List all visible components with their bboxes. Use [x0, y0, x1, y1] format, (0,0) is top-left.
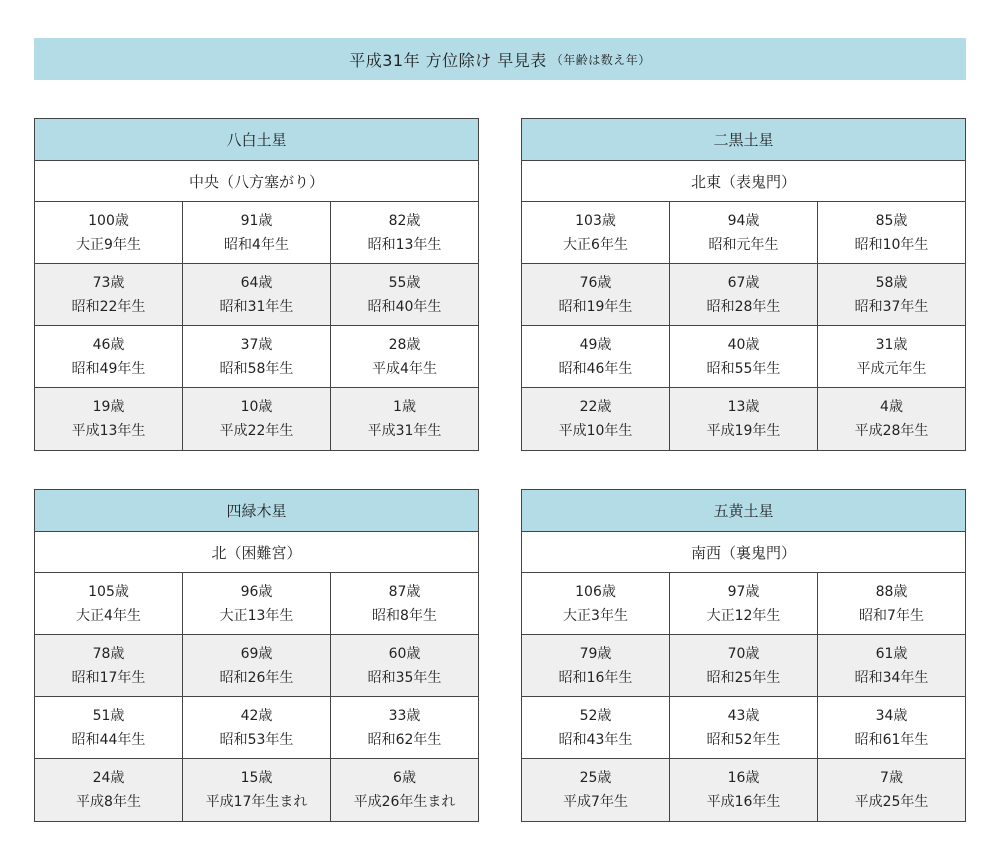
- star-table-happaku: [34, 118, 479, 451]
- age-value: 33歳: [388, 707, 421, 724]
- age-value: 67歳: [727, 274, 760, 291]
- age-cell: [818, 697, 965, 759]
- birth-year: 平成7年生: [563, 794, 628, 810]
- age-value: 19歳: [92, 399, 125, 415]
- birth-year: 昭和7年生: [859, 607, 924, 624]
- age-grid: [35, 202, 478, 450]
- age-cell: [522, 573, 670, 635]
- age-cell: [183, 573, 331, 635]
- birth-year: 昭和52年生: [706, 731, 781, 748]
- direction-label: 北東（表鬼門）: [522, 161, 965, 202]
- birth-year: 昭和37年生: [854, 298, 929, 315]
- age-cell: [35, 264, 183, 326]
- age-cell: [183, 264, 331, 326]
- age-value: 16歳: [727, 770, 760, 786]
- age-value: 15歳: [240, 770, 273, 786]
- age-cell: [331, 759, 478, 821]
- birth-year: 昭和31年生: [219, 298, 294, 315]
- birth-year: 平成13年生: [71, 423, 146, 439]
- birth-year: 昭和元年生: [708, 236, 779, 253]
- age-cell: [522, 202, 670, 264]
- age-cell: [183, 326, 331, 388]
- birth-year: 昭和8年生: [372, 607, 437, 624]
- birth-year: 昭和25年生: [706, 669, 781, 686]
- age-value: 73歳: [92, 274, 125, 291]
- birth-year: 昭和43年生: [558, 731, 633, 748]
- birth-year: 昭和34年生: [854, 669, 929, 686]
- birth-year: 昭和46年生: [558, 360, 633, 377]
- age-value: 105歳: [88, 583, 129, 600]
- age-value: 37歳: [240, 336, 273, 353]
- age-value: 55歳: [388, 274, 421, 291]
- age-value: 28歳: [388, 336, 421, 353]
- age-value: 61歳: [875, 645, 908, 662]
- age-cell: [670, 759, 818, 821]
- star-table-jikoku: [521, 118, 966, 451]
- birth-year: 昭和44年生: [71, 731, 146, 748]
- age-cell: [818, 202, 965, 264]
- birth-year: 平成28年生: [854, 423, 929, 439]
- age-value: 96歳: [240, 583, 273, 600]
- age-value: 106歳: [575, 583, 616, 600]
- age-cell: [670, 326, 818, 388]
- age-cell: [670, 388, 818, 450]
- age-cell: [35, 759, 183, 821]
- age-cell: [522, 635, 670, 697]
- age-cell: [331, 326, 478, 388]
- page-title: 平成31年 方位除け 早見表: [349, 50, 547, 70]
- birth-year: 平成8年生: [76, 794, 141, 810]
- age-value: 7歳: [880, 770, 903, 786]
- age-value: 25歳: [579, 770, 612, 786]
- age-cell: [670, 697, 818, 759]
- age-cell: [35, 635, 183, 697]
- birth-year: 平成22年生: [219, 423, 294, 439]
- star-name-header: 四緑木星: [35, 490, 478, 532]
- birth-year: 大正6年生: [563, 236, 628, 253]
- birth-year: 昭和49年生: [71, 360, 146, 377]
- age-cell: [522, 264, 670, 326]
- age-cell: [183, 388, 331, 450]
- birth-year: 大正13年生: [219, 607, 294, 624]
- star-name-header: 二黒土星: [522, 119, 965, 161]
- birth-year: 平成31年生: [367, 423, 442, 439]
- age-value: 42歳: [240, 707, 273, 724]
- age-cell: [331, 202, 478, 264]
- birth-year: 昭和13年生: [367, 236, 442, 253]
- birth-year: 昭和62年生: [367, 731, 442, 748]
- birth-year: 平成4年生: [372, 360, 437, 377]
- age-value: 10歳: [240, 399, 273, 415]
- age-value: 76歳: [579, 274, 612, 291]
- age-cell: [818, 573, 965, 635]
- birth-year: 昭和4年生: [224, 236, 289, 253]
- age-cell: [35, 202, 183, 264]
- age-value: 43歳: [727, 707, 760, 724]
- star-name-header: 八白土星: [35, 119, 478, 161]
- age-value: 22歳: [579, 399, 612, 415]
- age-cell: [183, 759, 331, 821]
- birth-year: 昭和10年生: [854, 236, 929, 253]
- age-value: 60歳: [388, 645, 421, 662]
- age-value: 58歳: [875, 274, 908, 291]
- birth-year: 平成19年生: [706, 423, 781, 439]
- age-cell: [818, 264, 965, 326]
- age-cell: [331, 635, 478, 697]
- age-value: 64歳: [240, 274, 273, 291]
- age-value: 85歳: [875, 212, 908, 229]
- age-cell: [818, 759, 965, 821]
- age-value: 82歳: [388, 212, 421, 229]
- age-cell: [35, 697, 183, 759]
- birth-year: 平成16年生: [706, 794, 781, 810]
- age-cell: [818, 388, 965, 450]
- direction-label: 北（困難宮）: [35, 532, 478, 573]
- age-cell: [331, 264, 478, 326]
- age-cell: [183, 202, 331, 264]
- age-value: 70歳: [727, 645, 760, 662]
- star-table-shiroku: [34, 489, 479, 822]
- birth-year: 昭和17年生: [71, 669, 146, 686]
- age-cell: [35, 326, 183, 388]
- birth-year: 昭和26年生: [219, 669, 294, 686]
- age-value: 51歳: [92, 707, 125, 724]
- page-title-bar: [34, 38, 966, 80]
- birth-year: 大正4年生: [76, 607, 141, 624]
- page-title-note: （年齢は数え年）: [550, 52, 651, 67]
- direction-label: 中央（八方塞がり）: [35, 161, 478, 202]
- age-value: 1歳: [393, 399, 416, 415]
- age-value: 78歳: [92, 645, 125, 662]
- birth-year: 大正3年生: [563, 607, 628, 624]
- age-value: 79歳: [579, 645, 612, 662]
- age-value: 87歳: [388, 583, 421, 600]
- birth-year: 平成元年生: [856, 360, 927, 377]
- age-value: 88歳: [875, 583, 908, 600]
- age-value: 34歳: [875, 707, 908, 724]
- birth-year: 平成10年生: [558, 423, 633, 439]
- age-value: 13歳: [727, 399, 760, 415]
- age-value: 103歳: [575, 212, 616, 229]
- birth-year: 昭和19年生: [558, 298, 633, 315]
- birth-year: 昭和58年生: [219, 360, 294, 377]
- age-value: 6歳: [393, 770, 416, 786]
- age-cell: [670, 264, 818, 326]
- age-cell: [670, 573, 818, 635]
- age-cell: [522, 697, 670, 759]
- age-cell: [331, 573, 478, 635]
- age-cell: [818, 326, 965, 388]
- birth-year: 昭和55年生: [706, 360, 781, 377]
- birth-year: 昭和40年生: [367, 298, 442, 315]
- star-name-header: 五黄土星: [522, 490, 965, 532]
- age-grid: [522, 573, 965, 821]
- birth-year: 昭和28年生: [706, 298, 781, 315]
- age-value: 100歳: [88, 212, 129, 229]
- birth-year: 大正9年生: [76, 236, 141, 253]
- age-value: 40歳: [727, 336, 760, 353]
- age-value: 24歳: [92, 770, 125, 786]
- age-value: 91歳: [240, 212, 273, 229]
- star-table-goou: [521, 489, 966, 822]
- age-cell: [331, 388, 478, 450]
- age-cell: [183, 697, 331, 759]
- age-value: 52歳: [579, 707, 612, 724]
- birth-year: 平成17年生まれ: [205, 794, 308, 810]
- age-value: 94歳: [727, 212, 760, 229]
- age-cell: [35, 388, 183, 450]
- age-cell: [818, 635, 965, 697]
- age-value: 46歳: [92, 336, 125, 353]
- age-cell: [670, 635, 818, 697]
- birth-year: 平成25年生: [854, 794, 929, 810]
- age-cell: [522, 326, 670, 388]
- birth-year: 平成26年生まれ: [353, 794, 456, 810]
- age-value: 49歳: [579, 336, 612, 353]
- age-cell: [522, 388, 670, 450]
- age-cell: [522, 759, 670, 821]
- birth-year: 昭和35年生: [367, 669, 442, 686]
- birth-year: 大正12年生: [706, 607, 781, 624]
- age-grid: [35, 573, 478, 821]
- age-cell: [670, 202, 818, 264]
- birth-year: 昭和16年生: [558, 669, 633, 686]
- direction-label: 南西（裏鬼門）: [522, 532, 965, 573]
- age-cell: [331, 697, 478, 759]
- age-value: 4歳: [880, 399, 903, 415]
- birth-year: 昭和22年生: [71, 298, 146, 315]
- age-cell: [35, 573, 183, 635]
- age-value: 31歳: [875, 336, 908, 353]
- birth-year: 昭和53年生: [219, 731, 294, 748]
- birth-year: 昭和61年生: [854, 731, 929, 748]
- age-grid: [522, 202, 965, 450]
- age-value: 69歳: [240, 645, 273, 662]
- age-value: 97歳: [727, 583, 760, 600]
- age-cell: [183, 635, 331, 697]
